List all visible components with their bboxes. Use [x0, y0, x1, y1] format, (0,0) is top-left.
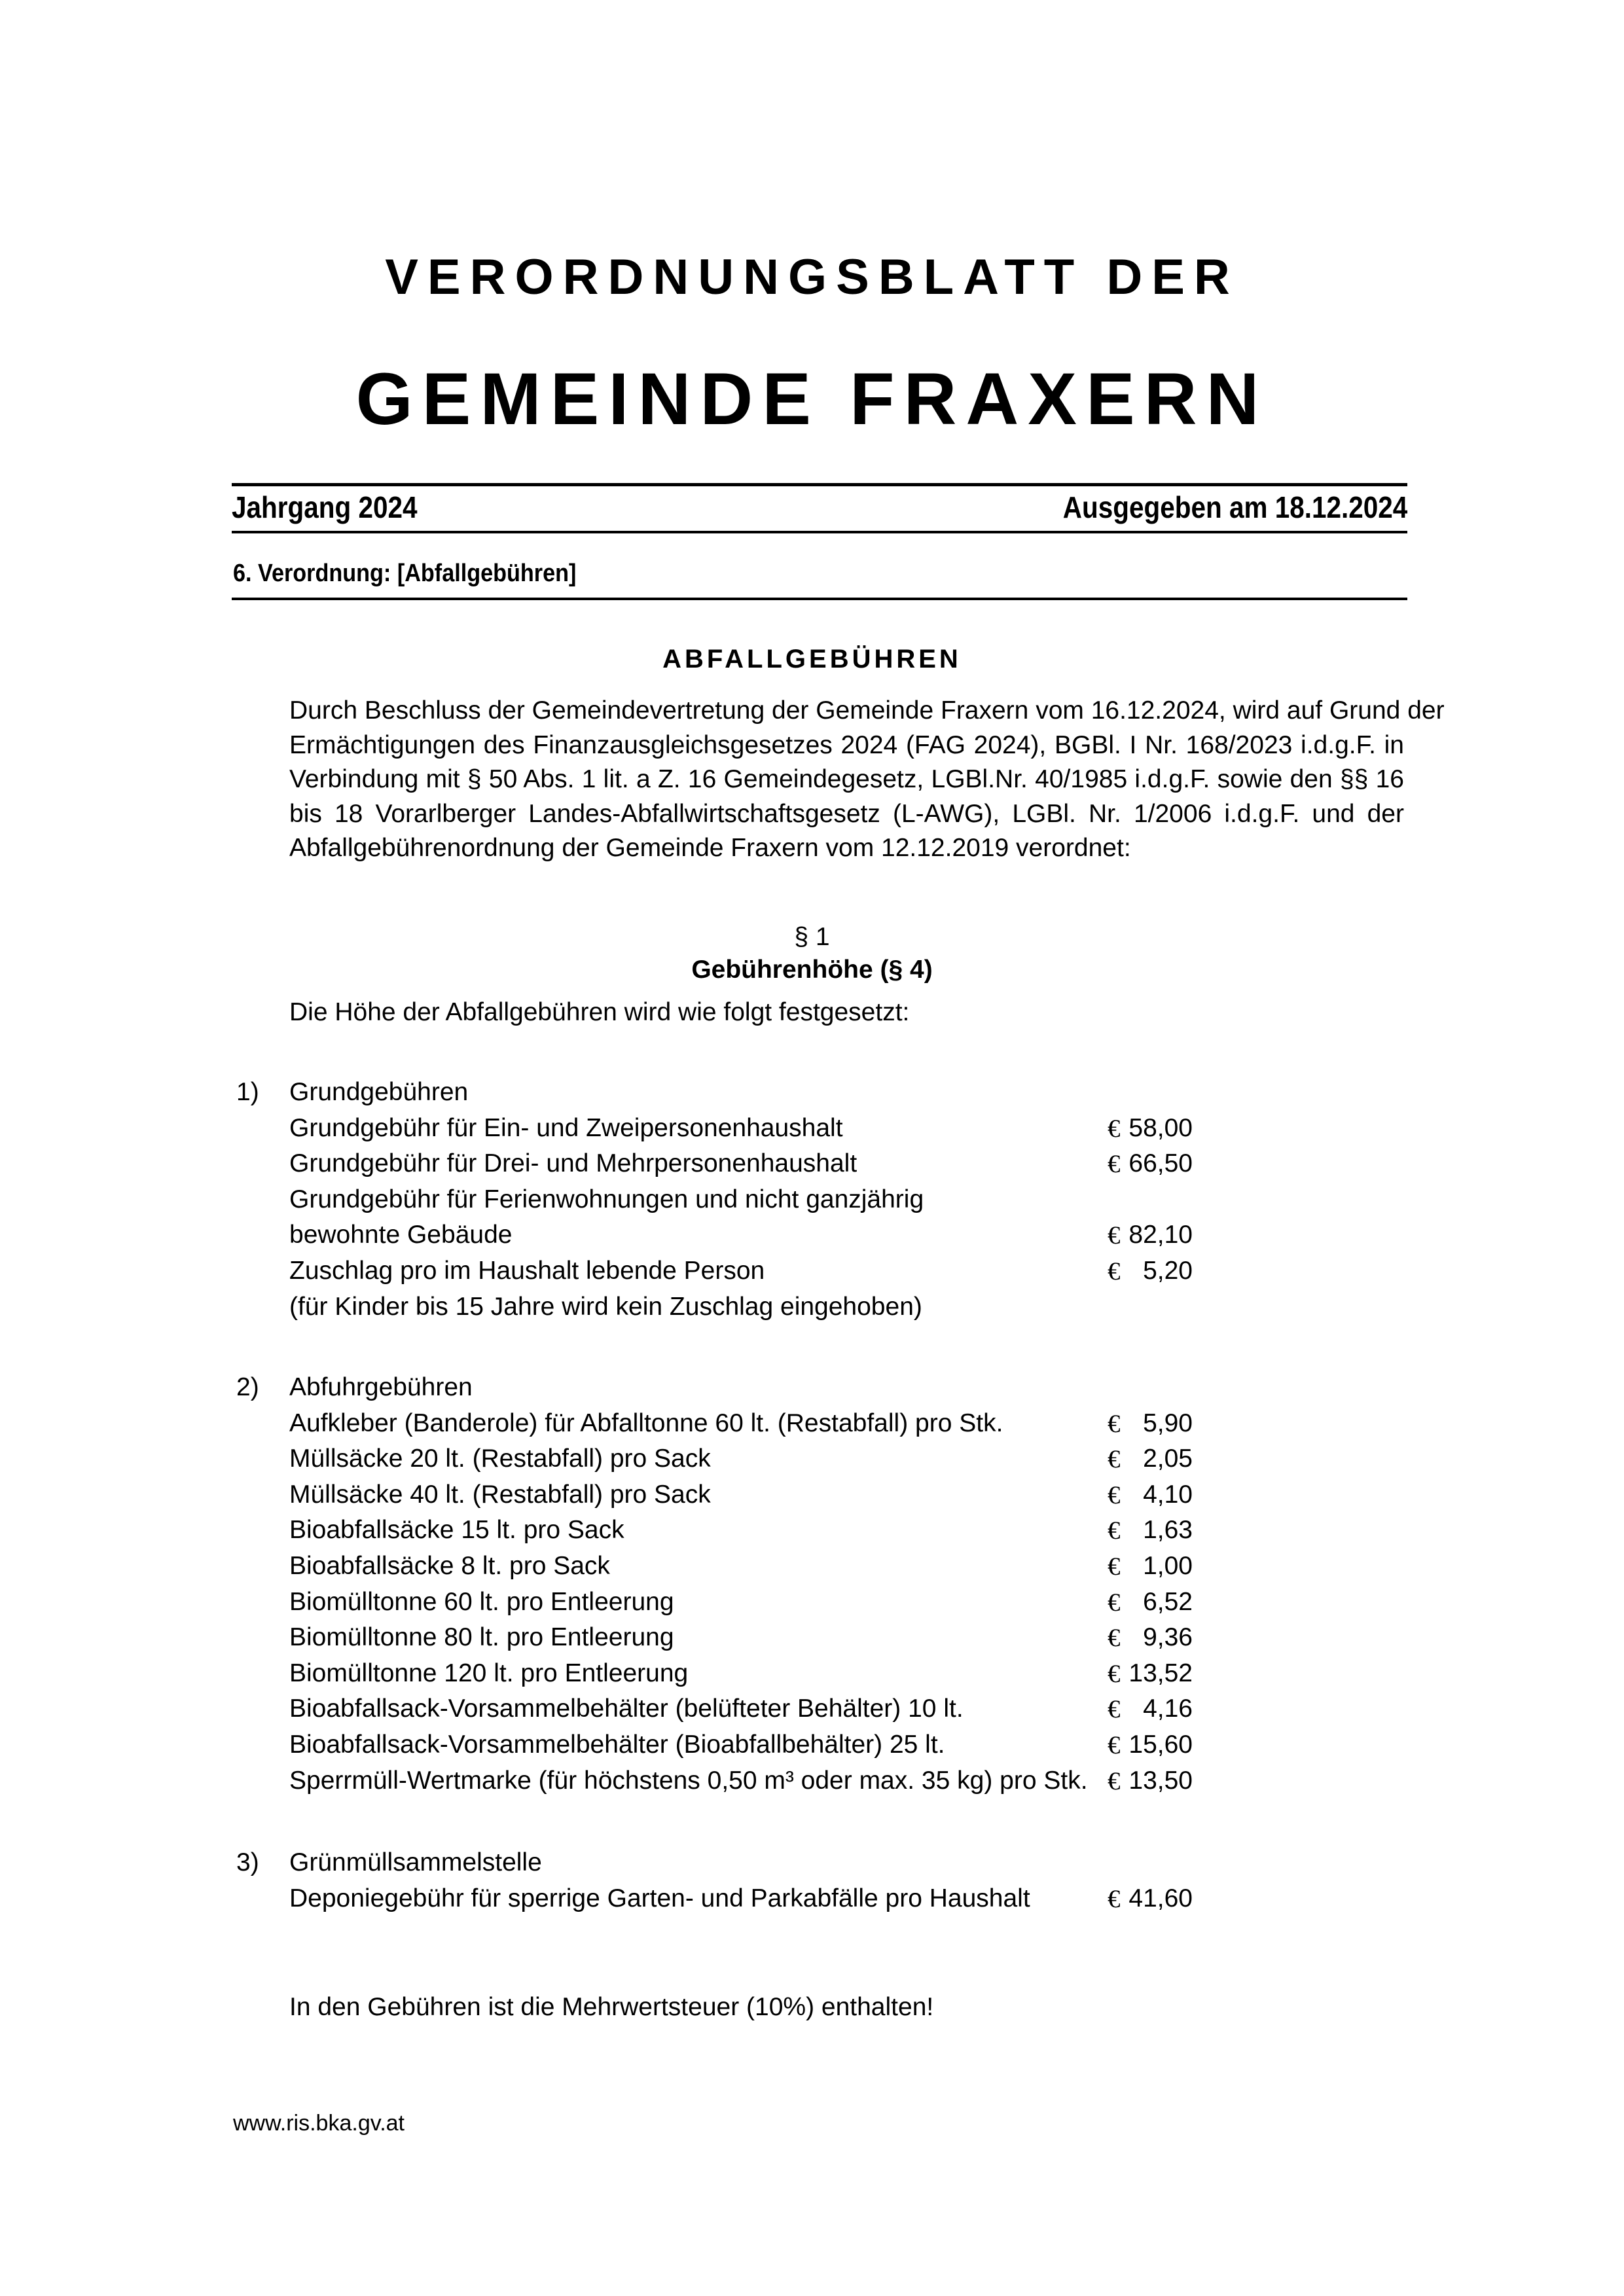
fee-label: Biomülltonne 120 lt. pro Entleerung [289, 1659, 689, 1687]
intro-line: Abfallgebührenordnung der Gemeinde Fraxern vom 12.12.2019 verordnet: [289, 834, 1131, 862]
group-title: Abfuhrgebühren [289, 1373, 473, 1401]
euro-sign: € [1108, 1257, 1121, 1285]
lead-text: Die Höhe der Abfallgebühren wird wie folgt festgesetzt: [289, 998, 910, 1026]
group-title: Grundgebühren [289, 1078, 469, 1106]
fee-label: Müllsäcke 20 lt. (Restabfall) pro Sack [289, 1444, 711, 1473]
fee-label: Aufkleber (Banderole) für Abfalltonne 60 lt. (Restabfall) pro Stk. [289, 1408, 1003, 1437]
section-heading: ABFALLGEBÜHREN [662, 645, 962, 673]
masthead-line2: GEMEINDE FRAXERN [355, 358, 1269, 440]
ordinance-title: 6. Verordnung: [Abfallgebühren] [233, 560, 577, 587]
footer-url: www.ris.bka.gv.at [233, 2111, 405, 2136]
intro-line: bis 18 Vorarlberger Landes-Abfallwirtschaftsgesetz (L-AWG), LGBl. Nr. 1/2006 i.d.g.F. und der [289, 799, 1404, 828]
fee-label: Grundgebühr für Drei- und Mehrpersonenhaushalt [289, 1149, 857, 1178]
group-number: 2) [236, 1373, 259, 1401]
fee-amount: 4,16 [1143, 1695, 1193, 1723]
euro-sign: € [1108, 1409, 1121, 1438]
intro-line: Ermächtigungen des Finanzausgleichsgesetzes 2024 (FAG 2024), BGBl. I Nr. 168/2023 i.d.g.F. in [289, 730, 1404, 759]
fee-label: Biomülltonne 60 lt. pro Entleerung [289, 1587, 674, 1616]
vat-note: In den Gebühren ist die Mehrwertsteuer (10%) enthalten! [289, 1993, 934, 2021]
fee-amount: 82,10 [1128, 1221, 1193, 1249]
masthead-line1: VERORDNUNGSBLATT DER [385, 249, 1239, 305]
fee-amount: 1,63 [1143, 1516, 1193, 1545]
fee-label: Bioabfallsäcke 15 lt. pro Sack [289, 1516, 624, 1545]
fee-amount: 9,36 [1143, 1623, 1193, 1652]
fee-label: Biomülltonne 80 lt. pro Entleerung [289, 1623, 674, 1652]
fee-label: Bioabfallsack-Vorsammelbehälter (Bioabfallbehälter) 25 lt. [289, 1731, 945, 1759]
euro-sign: € [1108, 1731, 1121, 1759]
fee-label: Grundgebühr für Ein- und Zweipersonenhaushalt [289, 1113, 843, 1142]
euro-sign: € [1108, 1624, 1121, 1653]
jahrgang: Jahrgang 2024 [232, 490, 418, 524]
fee-label: (für Kinder bis 15 Jahre wird kein Zuschlag eingehoben) [289, 1292, 922, 1321]
fee-amount: 13,50 [1128, 1766, 1193, 1795]
fee-label: Grundgebühr für Ferienwohnungen und nicht ganzjährig [289, 1185, 924, 1213]
euro-sign: € [1108, 1767, 1121, 1795]
fee-label: Deponiegebühr für sperrige Garten- und Parkabfälle pro Haushalt [289, 1884, 1030, 1912]
intro-line: Durch Beschluss der Gemeindevertretung der Gemeinde Fraxern vom 16.12.2024, wird auf Grund der [289, 696, 1445, 725]
group-number: 3) [236, 1848, 259, 1876]
euro-sign: € [1108, 1445, 1121, 1474]
fee-label: Müllsäcke 40 lt. (Restabfall) pro Sack [289, 1480, 711, 1509]
euro-sign: € [1108, 1884, 1121, 1913]
group-title: Grünmüllsammelstelle [289, 1848, 542, 1876]
euro-sign: € [1108, 1221, 1121, 1250]
fee-amount: 5,20 [1143, 1257, 1193, 1285]
euro-sign: € [1108, 1695, 1121, 1724]
divider [232, 531, 1407, 533]
euro-sign: € [1108, 1516, 1121, 1545]
fee-amount: 58,00 [1128, 1113, 1193, 1142]
euro-sign: € [1108, 1659, 1121, 1688]
fee-amount: 66,50 [1128, 1149, 1193, 1178]
divider [232, 598, 1407, 600]
paragraph-number: § 1 [794, 923, 830, 951]
fee-label: Zuschlag pro im Haushalt lebende Person [289, 1257, 765, 1285]
fee-amount: 6,52 [1143, 1587, 1193, 1616]
euro-sign: € [1108, 1588, 1121, 1617]
intro-line: Verbindung mit § 50 Abs. 1 lit. a Z. 16 Gemeindegesetz, LGBl.Nr. 40/1985 i.d.g.F. sowie den §§ 16 [289, 765, 1404, 793]
paragraph-title: Gebührenhöhe (§ 4) [691, 956, 933, 984]
fee-amount: 5,90 [1143, 1408, 1193, 1437]
fee-amount: 13,52 [1128, 1659, 1193, 1687]
fee-label: bewohnte Gebäude [289, 1221, 513, 1249]
fee-amount: 1,00 [1143, 1552, 1193, 1580]
intro-paragraph [289, 694, 1445, 866]
euro-sign: € [1108, 1114, 1121, 1143]
fee-label: Bioabfallsäcke 8 lt. pro Sack [289, 1552, 610, 1580]
fee-amount: 15,60 [1128, 1731, 1193, 1759]
fee-amount: 2,05 [1143, 1444, 1193, 1473]
euro-sign: € [1108, 1480, 1121, 1509]
group-number: 1) [236, 1078, 259, 1106]
euro-sign: € [1108, 1150, 1121, 1179]
divider [232, 483, 1407, 486]
euro-sign: € [1108, 1552, 1121, 1581]
fee-amount: 41,60 [1128, 1884, 1193, 1912]
fee-label: Bioabfallsack-Vorsammelbehälter (belüfteter Behälter) 10 lt. [289, 1695, 964, 1723]
fee-label: Sperrmüll-Wertmarke (für höchstens 0,50 m³ oder max. 35 kg) pro Stk. [289, 1766, 1088, 1795]
fee-amount: 4,10 [1143, 1480, 1193, 1509]
issue-date: Ausgegeben am 18.12.2024 [1062, 490, 1407, 524]
